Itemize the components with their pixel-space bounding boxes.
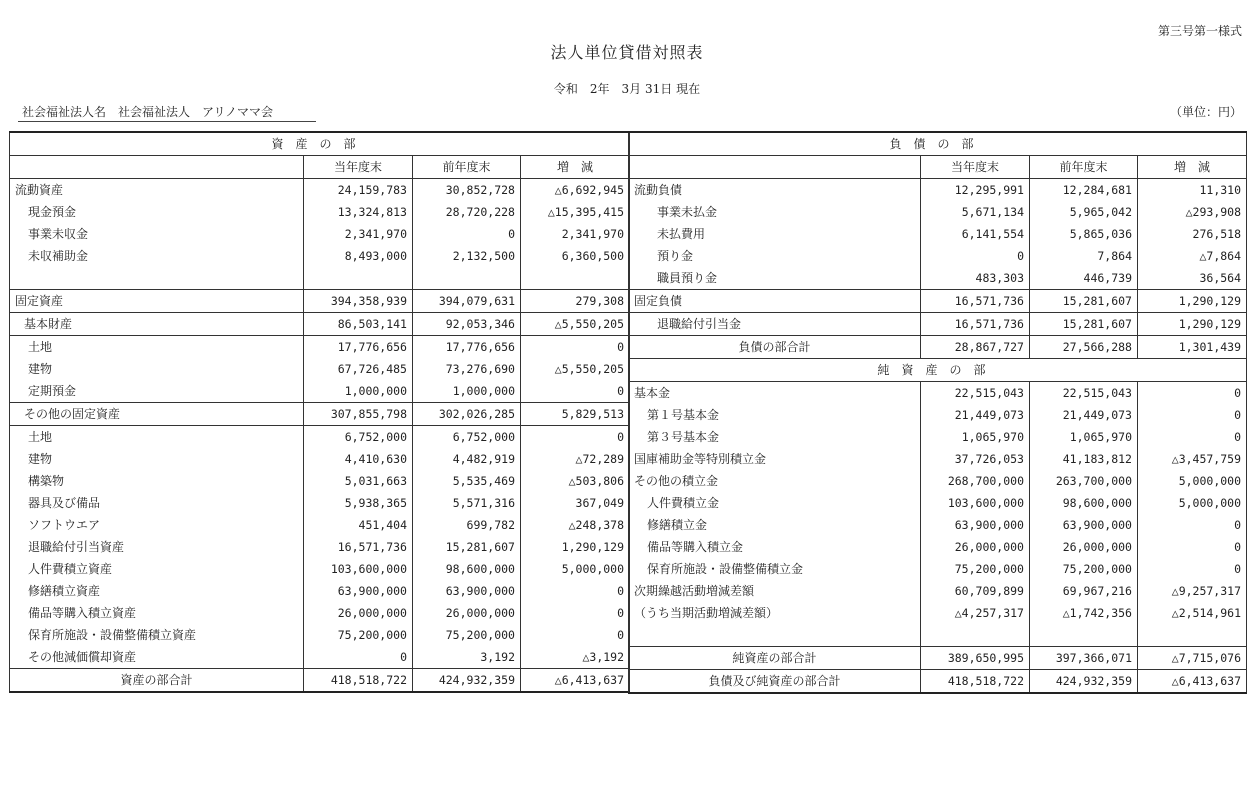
net-asset-label: 第１号基本金 <box>629 404 921 426</box>
asset-row <box>10 358 630 380</box>
asset-current-value: 75,200,000 <box>304 624 413 646</box>
asset-previous-value: 63,900,000 <box>413 580 521 602</box>
liability-current-value: 5,671,134 <box>921 201 1030 223</box>
net-asset-label: 国庫補助金等特別積立金 <box>629 448 921 470</box>
liabilities-colhead-blank <box>629 156 921 179</box>
asset-row <box>10 470 630 492</box>
liability-previous-value: 5,965,042 <box>1030 201 1138 223</box>
liabilities-total-current: 28,867,727 <box>921 336 1030 359</box>
asset-current-value: 63,900,000 <box>304 580 413 602</box>
liability-previous-value: 12,284,681 <box>1030 179 1138 202</box>
liability-current-value: 12,295,991 <box>921 179 1030 202</box>
asset-row <box>10 201 630 223</box>
asset-previous-value: 92,053,346 <box>413 313 521 336</box>
net-asset-change-value: △2,514,961 <box>1138 602 1247 624</box>
net-asset-row <box>629 492 1247 514</box>
liability-row <box>629 245 1247 267</box>
asset-previous-value: 28,720,228 <box>413 201 521 223</box>
asset-row <box>10 492 630 514</box>
net-asset-change-value: 5,000,000 <box>1138 470 1247 492</box>
asset-label: 器具及び備品 <box>10 492 304 514</box>
net-asset-change-value: 0 <box>1138 404 1247 426</box>
assets-total-current: 418,518,722 <box>304 669 413 693</box>
asset-label: 事業未収金 <box>10 223 304 245</box>
liability-label: 預り金 <box>629 245 921 267</box>
net-asset-row <box>629 558 1247 580</box>
net-asset-current-value: 103,600,000 <box>921 492 1030 514</box>
asset-previous-value: 75,200,000 <box>413 624 521 646</box>
liabilities-colhead-current: 当年度末 <box>921 156 1030 179</box>
asset-label: 現金預金 <box>10 201 304 223</box>
liability-previous-value: 446,739 <box>1030 267 1138 290</box>
asset-previous-value: 98,600,000 <box>413 558 521 580</box>
liabilities-total-previous: 27,566,288 <box>1030 336 1138 359</box>
asset-current-value: 17,776,656 <box>304 336 413 359</box>
net-asset-previous-value: 69,967,216 <box>1030 580 1138 602</box>
asset-label <box>10 267 304 290</box>
net-assets-total-previous: 397,366,071 <box>1030 647 1138 670</box>
net-asset-change-value <box>1138 624 1247 647</box>
assets-total-change: △6,413,637 <box>521 669 630 693</box>
grand-total-current: 418,518,722 <box>921 670 1030 694</box>
liability-row <box>629 201 1247 223</box>
asset-change-value: 0 <box>521 624 630 646</box>
net-asset-previous-value: 63,900,000 <box>1030 514 1138 536</box>
net-asset-row <box>629 624 1247 647</box>
net-asset-row <box>629 382 1247 405</box>
assets-total-previous: 424,932,359 <box>413 669 521 693</box>
net-asset-previous-value: 22,515,043 <box>1030 382 1138 405</box>
liability-change-value: 1,290,129 <box>1138 313 1247 336</box>
net-asset-row <box>629 470 1247 492</box>
asset-row <box>10 514 630 536</box>
asset-row <box>10 448 630 470</box>
net-asset-row <box>629 580 1247 602</box>
net-asset-current-value: 21,449,073 <box>921 404 1030 426</box>
assets-section-title: 資産の部 <box>10 132 630 156</box>
net-asset-change-value: 0 <box>1138 536 1247 558</box>
asset-current-value: 5,031,663 <box>304 470 413 492</box>
asset-current-value: 86,503,141 <box>304 313 413 336</box>
assets-colhead-change: 増 減 <box>521 156 630 179</box>
net-asset-previous-value: 263,700,000 <box>1030 470 1138 492</box>
net-asset-label <box>629 624 921 647</box>
asset-row <box>10 380 630 403</box>
net-asset-current-value: 37,726,053 <box>921 448 1030 470</box>
asset-change-value: △5,550,205 <box>521 358 630 380</box>
asset-row <box>10 624 630 646</box>
asset-previous-value: 5,571,316 <box>413 492 521 514</box>
liability-row <box>629 223 1247 245</box>
asset-row <box>10 558 630 580</box>
asset-previous-value: 4,482,919 <box>413 448 521 470</box>
asset-change-value: 2,341,970 <box>521 223 630 245</box>
asset-change-value: 1,290,129 <box>521 536 630 558</box>
asset-label: 備品等購入積立資産 <box>10 602 304 624</box>
asset-change-value: 0 <box>521 602 630 624</box>
asset-label: 退職給付引当資産 <box>10 536 304 558</box>
liabilities-colhead-change: 増 減 <box>1138 156 1247 179</box>
assets-table-body <box>10 179 630 669</box>
net-asset-current-value: 75,200,000 <box>921 558 1030 580</box>
net-asset-change-value: 0 <box>1138 382 1247 405</box>
asset-row <box>10 313 630 336</box>
net-asset-change-value: 0 <box>1138 558 1247 580</box>
asset-label: 修繕積立資産 <box>10 580 304 602</box>
net-asset-label: その他の積立金 <box>629 470 921 492</box>
net-asset-change-value: 5,000,000 <box>1138 492 1247 514</box>
asset-row <box>10 245 630 267</box>
asset-current-value: 13,324,813 <box>304 201 413 223</box>
assets-total-label: 資産の部合計 <box>10 669 304 693</box>
liabilities-table-body <box>629 179 1247 336</box>
liability-row <box>629 290 1247 313</box>
asset-change-value: 0 <box>521 336 630 359</box>
liability-previous-value: 7,864 <box>1030 245 1138 267</box>
asset-row <box>10 426 630 449</box>
organization-name: 社会福祉法人名 社会福祉法人 アリノママ会 <box>22 105 274 119</box>
asset-previous-value: 73,276,690 <box>413 358 521 380</box>
net-asset-label: 保育所施設・設備整備積立金 <box>629 558 921 580</box>
asset-label: 土地 <box>10 336 304 359</box>
asset-label: 定期預金 <box>10 380 304 403</box>
net-asset-row <box>629 426 1247 448</box>
net-asset-previous-value: 26,000,000 <box>1030 536 1138 558</box>
liability-current-value: 0 <box>921 245 1030 267</box>
asset-current-value: 67,726,485 <box>304 358 413 380</box>
net-asset-label: 次期繰越活動増減差額 <box>629 580 921 602</box>
liabilities-net-assets-table <box>628 131 1247 694</box>
asset-change-value: △3,192 <box>521 646 630 669</box>
liabilities-total-label: 負債の部合計 <box>629 336 921 359</box>
assets-table <box>9 131 630 693</box>
net-asset-previous-value: 98,600,000 <box>1030 492 1138 514</box>
asset-change-value: 5,829,513 <box>521 403 630 426</box>
net-asset-previous-value: 21,449,073 <box>1030 404 1138 426</box>
asset-row <box>10 290 630 313</box>
net-asset-current-value: 63,900,000 <box>921 514 1030 536</box>
asset-previous-value: 6,752,000 <box>413 426 521 449</box>
asset-previous-value: 0 <box>413 223 521 245</box>
asset-current-value: 8,493,000 <box>304 245 413 267</box>
liability-label: 未払費用 <box>629 223 921 245</box>
net-asset-label: 人件費積立金 <box>629 492 921 514</box>
liability-change-value: 276,518 <box>1138 223 1247 245</box>
asset-change-value: △248,378 <box>521 514 630 536</box>
net-asset-previous-value: △1,742,356 <box>1030 602 1138 624</box>
asset-change-value: 5,000,000 <box>521 558 630 580</box>
asset-previous-value: 699,782 <box>413 514 521 536</box>
asset-label: 人件費積立資産 <box>10 558 304 580</box>
net-assets-total-label: 純資産の部合計 <box>629 647 921 670</box>
asset-current-value: 0 <box>304 646 413 669</box>
net-asset-change-value: 0 <box>1138 514 1247 536</box>
grand-total-previous: 424,932,359 <box>1030 670 1138 694</box>
net-asset-current-value: 26,000,000 <box>921 536 1030 558</box>
asset-row <box>10 602 630 624</box>
liability-row <box>629 313 1247 336</box>
liability-change-value: △7,864 <box>1138 245 1247 267</box>
document-title: 法人単位貸借対照表 <box>550 43 704 62</box>
asset-row <box>10 336 630 359</box>
net-asset-label: 基本金 <box>629 382 921 405</box>
liability-current-value: 6,141,554 <box>921 223 1030 245</box>
asset-change-value: 279,308 <box>521 290 630 313</box>
asset-label: 土地 <box>10 426 304 449</box>
asset-previous-value <box>413 267 521 290</box>
asset-label: 固定資産 <box>10 290 304 313</box>
asset-previous-value: 26,000,000 <box>413 602 521 624</box>
asset-current-value: 6,752,000 <box>304 426 413 449</box>
asset-current-value: 1,000,000 <box>304 380 413 403</box>
asset-change-value: △6,692,945 <box>521 179 630 202</box>
asset-current-value: 451,404 <box>304 514 413 536</box>
asset-current-value: 394,358,939 <box>304 290 413 313</box>
net-asset-current-value: △4,257,317 <box>921 602 1030 624</box>
asset-previous-value: 5,535,469 <box>413 470 521 492</box>
net-assets-total-change: △7,715,076 <box>1138 647 1247 670</box>
asset-change-value <box>521 267 630 290</box>
asset-label: その他の固定資産 <box>10 403 304 426</box>
asset-change-value: △503,806 <box>521 470 630 492</box>
assets-colhead-current: 当年度末 <box>304 156 413 179</box>
liability-row <box>629 267 1247 290</box>
asset-change-value: 0 <box>521 380 630 403</box>
asset-previous-value: 394,079,631 <box>413 290 521 313</box>
asset-change-value: 6,360,500 <box>521 245 630 267</box>
liability-change-value: △293,908 <box>1138 201 1247 223</box>
asset-change-value: 367,049 <box>521 492 630 514</box>
asset-change-value: 0 <box>521 426 630 449</box>
liability-current-value: 483,303 <box>921 267 1030 290</box>
asset-current-value: 103,600,000 <box>304 558 413 580</box>
asset-row <box>10 646 630 669</box>
net-asset-row <box>629 448 1247 470</box>
net-asset-row <box>629 602 1247 624</box>
liability-change-value: 36,564 <box>1138 267 1247 290</box>
liability-label: 事業未払金 <box>629 201 921 223</box>
liability-label: 固定負債 <box>629 290 921 313</box>
asset-change-value: △72,289 <box>521 448 630 470</box>
asset-change-value: △5,550,205 <box>521 313 630 336</box>
asset-previous-value: 17,776,656 <box>413 336 521 359</box>
assets-colhead-previous: 前年度末 <box>413 156 521 179</box>
net-asset-label: 修繕積立金 <box>629 514 921 536</box>
asset-previous-value: 302,026,285 <box>413 403 521 426</box>
asset-label: 建物 <box>10 358 304 380</box>
asset-change-value: △15,395,415 <box>521 201 630 223</box>
net-asset-change-value: 0 <box>1138 426 1247 448</box>
net-asset-current-value <box>921 624 1030 647</box>
liabilities-colhead-previous: 前年度末 <box>1030 156 1138 179</box>
net-asset-label: 備品等購入積立金 <box>629 536 921 558</box>
asset-row <box>10 179 630 202</box>
asset-current-value <box>304 267 413 290</box>
net-asset-change-value: △9,257,317 <box>1138 580 1247 602</box>
asset-label: 建物 <box>10 448 304 470</box>
net-asset-row <box>629 536 1247 558</box>
net-asset-row <box>629 514 1247 536</box>
net-asset-previous-value: 1,065,970 <box>1030 426 1138 448</box>
asset-current-value: 307,855,798 <box>304 403 413 426</box>
net-asset-previous-value <box>1030 624 1138 647</box>
net-asset-previous-value: 41,183,812 <box>1030 448 1138 470</box>
net-asset-current-value: 22,515,043 <box>921 382 1030 405</box>
liability-label: 退職給付引当金 <box>629 313 921 336</box>
asset-current-value: 26,000,000 <box>304 602 413 624</box>
liabilities-total-change: 1,301,439 <box>1138 336 1247 359</box>
asset-row <box>10 267 630 290</box>
asset-previous-value: 2,132,500 <box>413 245 521 267</box>
liability-current-value: 16,571,736 <box>921 290 1030 313</box>
net-assets-total-current: 389,650,995 <box>921 647 1030 670</box>
net-asset-previous-value: 75,200,000 <box>1030 558 1138 580</box>
asset-label: 基本財産 <box>10 313 304 336</box>
net-asset-current-value: 1,065,970 <box>921 426 1030 448</box>
asset-current-value: 2,341,970 <box>304 223 413 245</box>
grand-total-change: △6,413,637 <box>1138 670 1247 694</box>
liability-label: 流動負債 <box>629 179 921 202</box>
asset-current-value: 16,571,736 <box>304 536 413 558</box>
liability-previous-value: 15,281,607 <box>1030 313 1138 336</box>
liability-change-value: 11,310 <box>1138 179 1247 202</box>
asset-previous-value: 3,192 <box>413 646 521 669</box>
net-asset-current-value: 268,700,000 <box>921 470 1030 492</box>
liability-change-value: 1,290,129 <box>1138 290 1247 313</box>
asset-row <box>10 403 630 426</box>
asset-current-value: 5,938,365 <box>304 492 413 514</box>
asset-label: ソフトウエア <box>10 514 304 536</box>
net-asset-row <box>629 404 1247 426</box>
asset-row <box>10 223 630 245</box>
liability-row <box>629 179 1247 202</box>
liability-previous-value: 15,281,607 <box>1030 290 1138 313</box>
form-number: 第三号第一様式 <box>1157 24 1242 38</box>
asset-previous-value: 1,000,000 <box>413 380 521 403</box>
asset-label: その他減価償却資産 <box>10 646 304 669</box>
net-assets-section-title: 純資産の部 <box>629 359 1247 382</box>
assets-colhead-blank <box>10 156 304 179</box>
asset-change-value: 0 <box>521 580 630 602</box>
asset-label: 未収補助金 <box>10 245 304 267</box>
asset-row <box>10 536 630 558</box>
asset-previous-value: 30,852,728 <box>413 179 521 202</box>
asset-label: 保育所施設・設備整備積立資産 <box>10 624 304 646</box>
asset-current-value: 4,410,630 <box>304 448 413 470</box>
unit-label: （単位：円） <box>1169 105 1242 119</box>
liability-label: 職員預り金 <box>629 267 921 290</box>
net-asset-label: （うち当期活動増減差額） <box>629 602 921 624</box>
asset-label: 構築物 <box>10 470 304 492</box>
asset-current-value: 24,159,783 <box>304 179 413 202</box>
net-asset-current-value: 60,709,899 <box>921 580 1030 602</box>
liability-current-value: 16,571,736 <box>921 313 1030 336</box>
asset-previous-value: 15,281,607 <box>413 536 521 558</box>
net-assets-table-body <box>629 382 1247 647</box>
liabilities-section-title: 負債の部 <box>629 132 1247 156</box>
net-asset-change-value: △3,457,759 <box>1138 448 1247 470</box>
asset-row <box>10 580 630 602</box>
asset-label: 流動資産 <box>10 179 304 202</box>
organization-name-underline <box>18 121 316 122</box>
grand-total-label: 負債及び純資産の部合計 <box>629 670 921 694</box>
document-date: 令和 2年 3月 31日 現在 <box>553 82 701 96</box>
liability-previous-value: 5,865,036 <box>1030 223 1138 245</box>
net-asset-label: 第３号基本金 <box>629 426 921 448</box>
